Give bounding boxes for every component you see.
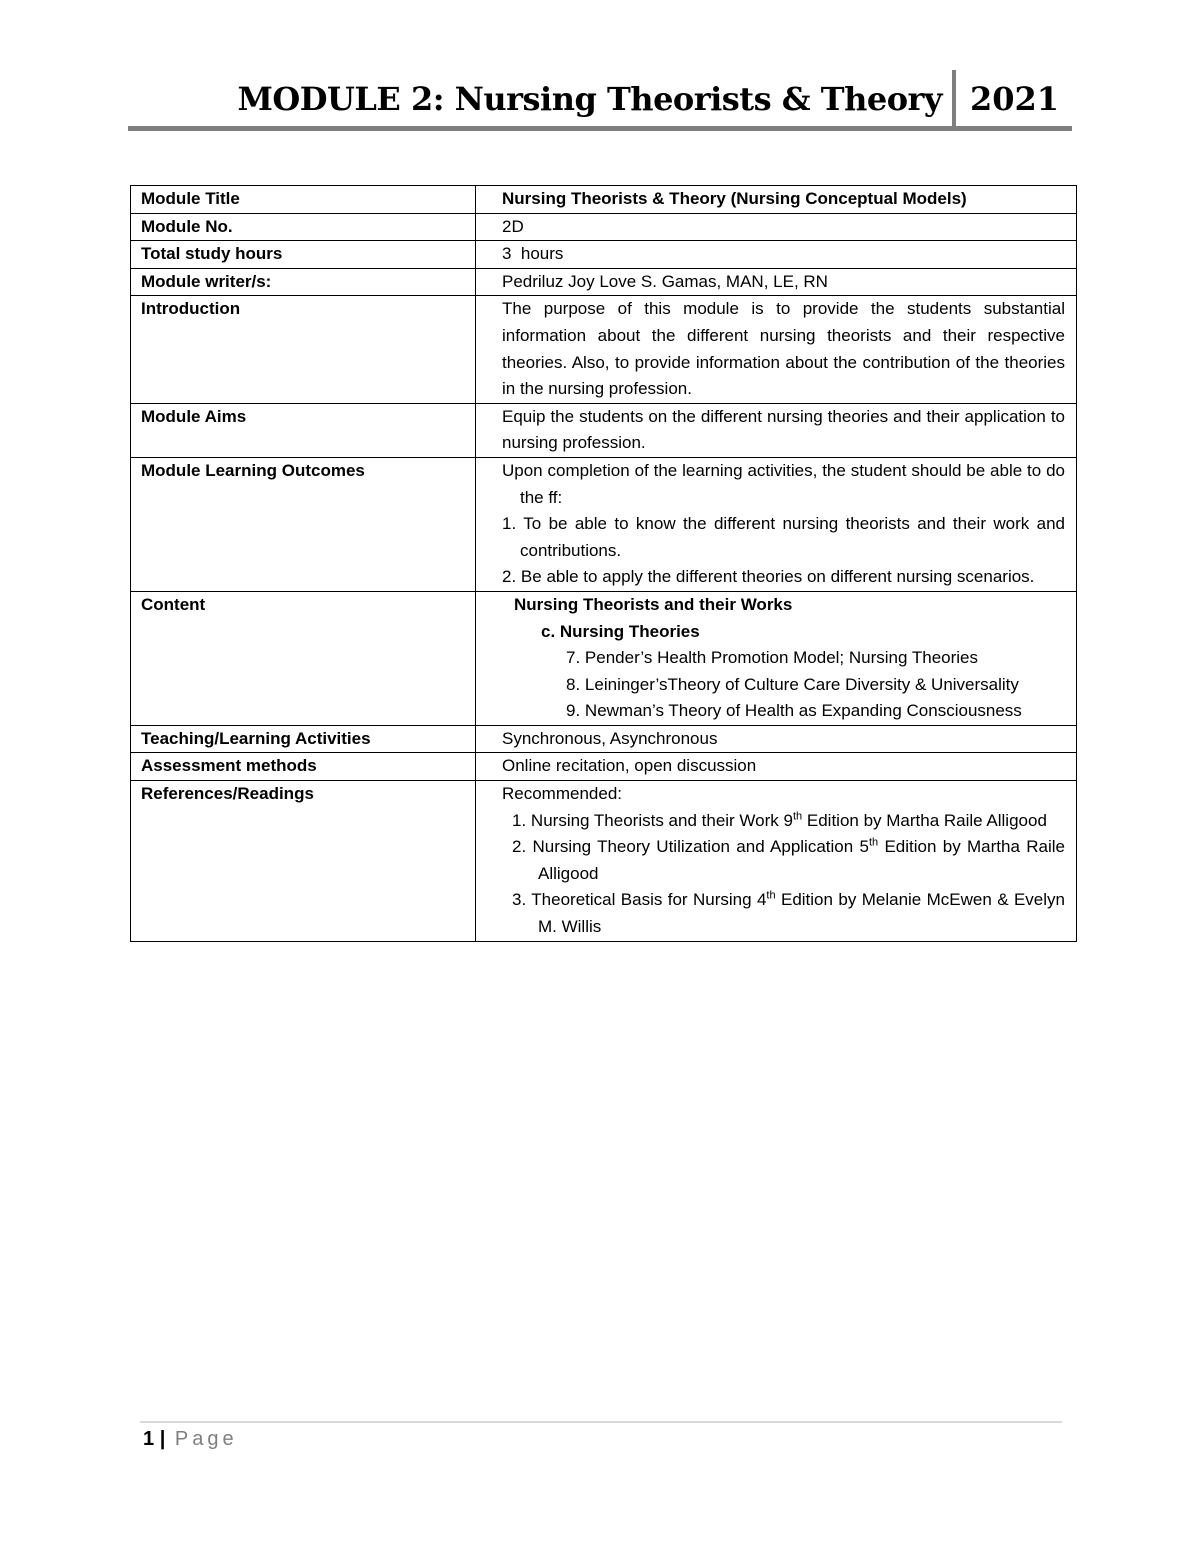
table-row-assessment — [131, 753, 1077, 781]
table-row-writer — [131, 268, 1077, 296]
list-item-text: Be able to apply the different theories on different nursing scenarios. — [520, 567, 1035, 587]
list-item-number: 1. — [512, 810, 527, 830]
list-item-text: Newman’s Theory of Health as Expanding Consciousness — [584, 701, 1022, 721]
page-header — [128, 70, 1072, 130]
footer-separator: | — [159, 1428, 166, 1450]
table-row-study-hours — [131, 241, 1077, 269]
module-no-label: Module No. — [131, 213, 476, 241]
reference-superscript: th — [792, 810, 803, 822]
list-item — [502, 698, 1065, 725]
list-item — [502, 645, 1065, 672]
page-label: Page — [174, 1428, 238, 1450]
module-no-value: 2D — [476, 213, 1077, 241]
study-hours-label: Total study hours — [131, 241, 476, 269]
table-row-outcomes — [131, 457, 1077, 591]
list-item — [502, 564, 1065, 591]
footer-rule — [140, 1421, 1062, 1423]
outcomes-label: Module Learning Outcomes — [131, 457, 476, 591]
module-title-value: Nursing Theorists & Theory (Nursing Conceptual Models) — [476, 186, 1077, 214]
list-item-text: To be able to know the different nursing theorists and their work and contributions. — [520, 514, 1065, 560]
aims-label: Module Aims — [131, 403, 476, 457]
reference-text-tail: Edition by Martha Raile Alligood — [538, 837, 1065, 883]
table-row-introduction — [131, 296, 1077, 403]
outcomes-lead: Upon completion of the learning activities, the student should be able to do the ff: — [502, 460, 1065, 507]
study-hours-value: 3 hours — [476, 241, 1077, 269]
reference-superscript: th — [868, 836, 879, 849]
page-footer — [143, 1428, 238, 1451]
module-title-label: Module Title — [131, 186, 476, 214]
list-item-number: 2. — [502, 567, 517, 587]
writer-label: Module writer/s: — [131, 268, 476, 296]
module-info-table — [130, 185, 1077, 942]
header-rule — [128, 126, 1072, 131]
table-row-aims — [131, 403, 1077, 457]
reference-item — [502, 887, 1065, 940]
content-subheading: c. Nursing Theories — [541, 621, 700, 641]
references-value — [476, 781, 1077, 942]
list-item-number: 1. — [502, 514, 517, 534]
reference-item — [502, 834, 1065, 887]
references-label: References/Readings — [131, 781, 476, 942]
list-item-text: Leininger’sTheory of Culture Care Diversity & Universality — [584, 674, 1019, 694]
activities-label: Teaching/Learning Activities — [131, 725, 476, 753]
introduction-value: The purpose of this module is to provide the students substantial information about the different nursing theorists and their respective theories. Also, to provide information about the contribution of the theories in the nursing profession. — [476, 296, 1077, 403]
list-item-number: 8. — [566, 674, 581, 694]
list-item-number: 3. — [512, 890, 527, 910]
list-item-text: Pender’s Health Promotion Model; Nursing Theories — [584, 648, 979, 668]
content-label: Content — [131, 591, 476, 725]
content-heading: Nursing Theorists and their Works — [514, 594, 793, 614]
reference-text-tail: Edition by Melanie McEwen & Evelyn M. Willis — [538, 890, 1065, 937]
content-value — [476, 591, 1077, 725]
reference-text: Nursing Theory Utilization and Application 5 — [532, 837, 869, 857]
outcomes-value — [476, 457, 1077, 591]
list-item — [502, 672, 1065, 699]
introduction-label: Introduction — [131, 296, 476, 403]
references-lead: Recommended: — [502, 784, 623, 804]
list-item-number: 7. — [566, 648, 581, 668]
aims-value: Equip the students on the different nursing theories and their application to nursing profession. — [476, 403, 1077, 457]
table-row-content — [131, 591, 1077, 725]
assessment-label: Assessment methods — [131, 753, 476, 781]
reference-text-tail: Edition by Martha Raile Alligood — [802, 810, 1047, 830]
reference-item — [502, 808, 1065, 835]
list-item-number: 9. — [566, 701, 581, 721]
table-row-module-title — [131, 186, 1077, 214]
writer-value: Pedriluz Joy Love S. Gamas, MAN, LE, RN — [476, 268, 1077, 296]
table-row-activities — [131, 725, 1077, 753]
document-title: MODULE 2: Nursing Theorists & Theory — [237, 80, 942, 118]
table-row-references — [131, 781, 1077, 942]
table-row-module-no — [131, 213, 1077, 241]
document-year: 2021 — [970, 80, 1060, 118]
header-divider — [952, 70, 956, 128]
list-item — [502, 511, 1065, 564]
list-item-number: 2. — [512, 837, 527, 857]
page-number: 1 — [143, 1428, 155, 1450]
assessment-value: Online recitation, open discussion — [476, 753, 1077, 781]
activities-value: Synchronous, Asynchronous — [476, 725, 1077, 753]
reference-superscript: th — [766, 889, 776, 902]
reference-text: Theoretical Basis for Nursing 4 — [531, 890, 767, 910]
reference-text: Nursing Theorists and their Work 9 — [530, 810, 793, 830]
